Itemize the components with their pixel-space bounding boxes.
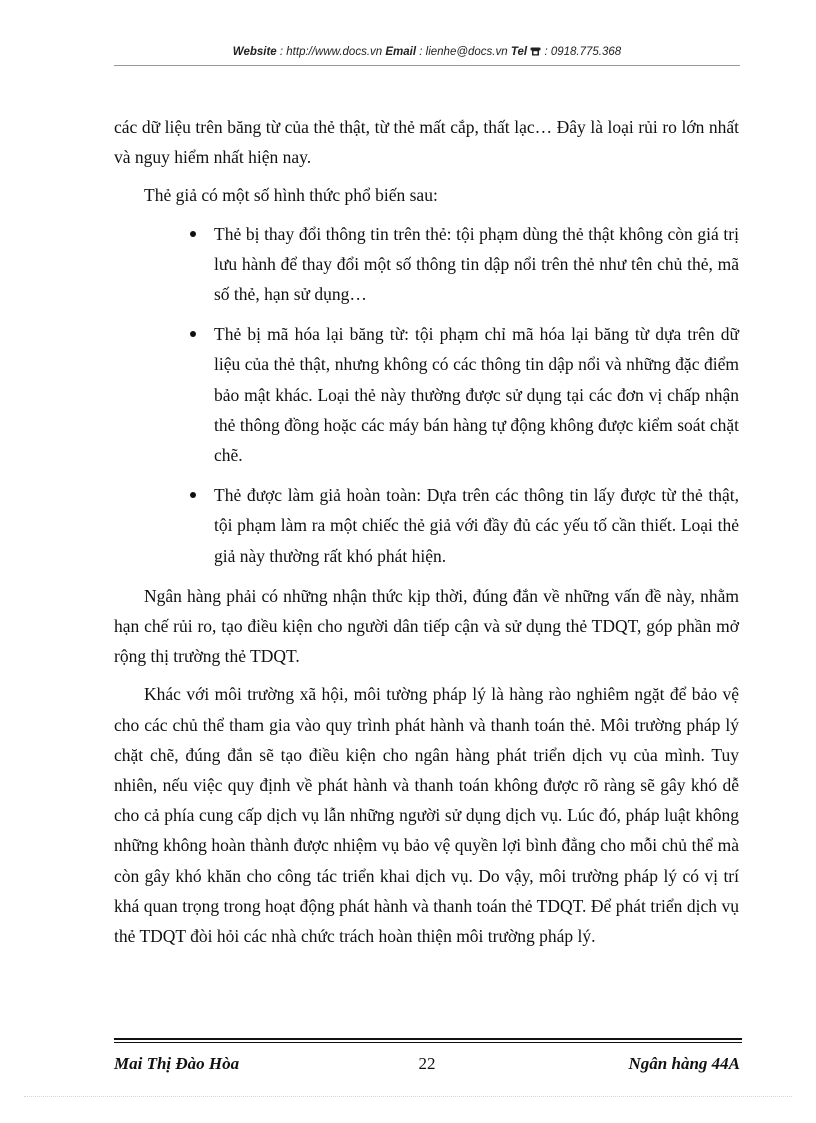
bullet-icon [190,331,196,337]
website-value: http://www.docs.vn [286,46,383,58]
footer-divider-thin [114,1042,742,1043]
page-footer [114,1054,740,1078]
footer-divider-thick [114,1038,742,1040]
phone-icon [530,46,541,59]
list-item-text: Thẻ bị mã hóa lại băng từ: tội phạm chỉ mã hóa lại băng từ dựa trên dữ liệu của thẻ thật, nhưng không có các thông tin dập nổi và những đặc điểm bảo mật khác. Loại thẻ này thường được sử dụng tại các đơn vị chấp nhận thẻ thông đồng hoặc các máy bán hàng tự động không được kiểm soát chặt chẽ. [214,324,739,466]
list-item [114,319,739,470]
website-label: Website [232,46,277,58]
footer-class: Ngân hàng 44A [628,1054,740,1073]
list-item [114,480,739,571]
header-divider [114,65,740,66]
list-item-text: Thẻ được làm giả hoàn toàn: Dựa trên các thông tin lấy được từ thẻ thật, tội phạm làm ra một chiếc thẻ giả với đầy đủ các yếu tố cần thiết. Loại thẻ giả này thường rất khó phát hiện. [214,485,739,566]
paragraph-legal-environment: Khác với môi trường xã hội, môi tường pháp lý là hàng rào nghiêm ngặt để bảo vệ cho các chủ thể tham gia vào quy trình phát hành và thanh toán thẻ. Môi trường pháp lý chặt chẽ, đúng đắn sẽ tạo điều kiện cho ngân hàng phát triển dịch vụ của mình. Tuy nhiên, nếu việc quy định về phát hành và thanh toán không được rõ ràng sẽ gây khó dễ cho cả phía cung cấp dịch vụ lẫn những người sử dụng dịch vụ. Lúc đó, pháp luật không những không hoàn thành được nhiệm vụ bảo vệ quyền lợi bình đẳng cho mỗi chủ thể mà còn gây khó khăn cho công tác triển khai dịch vụ. Do vậy, môi trường pháp lý có vị trí khá quan trọng trong hoạt động phát hành và thanh toán thẻ TDQT. Để phát triển dịch vụ thẻ TDQT đòi hỏi các nhà chức trách hoàn thiện môi trường pháp lý. [114,684,739,947]
email-label: Email [385,46,417,58]
footer-author: Mai Thị Đào Hòa [114,1054,240,1073]
paragraph-bank-awareness: Ngân hàng phải có những nhận thức kịp thời, đúng đắn về những vấn đề này, nhằm hạn chế rủi ro, tạo điều kiện cho người dân tiếp cận và sử dụng thẻ TDQT, góp phần mở rộng thị trường thẻ TDQT. [114,585,739,667]
fake-card-types-list [114,219,739,571]
bottom-dotted-border [24,1096,792,1097]
document-body [114,112,739,959]
tel-label: Tel [510,46,528,58]
email-value: lienhe@docs.vn [425,46,508,58]
list-item-text: Thẻ bị thay đổi thông tin trên thẻ: tội phạm dùng thẻ thật không còn giá trị lưu hành để thay đổi một số thông tin dập nổi trên thẻ như tên chủ thẻ, mã số thẻ, hạn sử dụng… [214,223,739,305]
bullet-icon [190,231,196,237]
paragraph-continuation: các dữ liệu trên băng từ của thẻ thật, từ thẻ mất cắp, thất lạc… Đây là loại rủi ro lớn nhất và nguy hiểm nhất hiện nay. [114,117,739,168]
page-number: 22 [418,1054,436,1073]
bullet-icon [190,492,196,498]
list-item [114,219,739,310]
tel-value: 0918.775.368 [550,46,622,58]
page-header: Website : http://www.docs.vn Email : lienhe@docs.vn Tel : 0918.775.368 [232,46,622,58]
paragraph-intro: Thẻ giả có một số hình thức phổ biến sau: [144,185,438,206]
